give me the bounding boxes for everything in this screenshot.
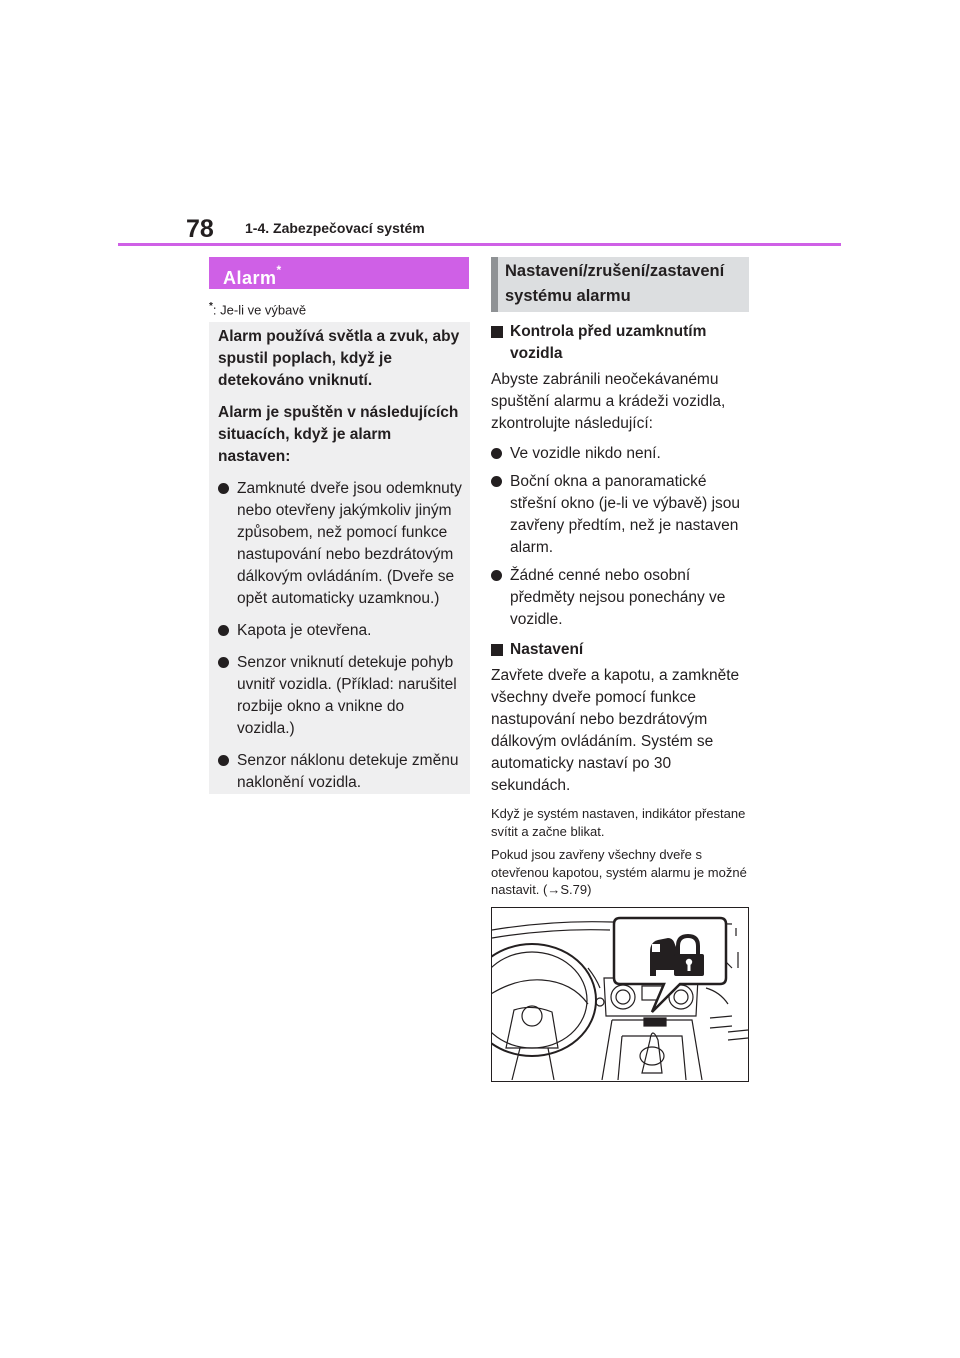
car-lock-icon xyxy=(650,936,704,976)
list-item-text: Senzor náklonu detekuje změnu naklonění vozidla. xyxy=(237,752,459,791)
alarm-info-box xyxy=(209,322,470,794)
bullet-icon xyxy=(491,448,502,459)
list-item xyxy=(491,565,751,631)
list-item-text: Žádné cenné nebo osobní předměty nejsou ponechány ve vozidle. xyxy=(510,567,726,628)
list-item-text: Kapota je otevřena. xyxy=(237,622,372,639)
note-indicator: Když je systém nastaven, indikátor přestane svítit a začne blikat. xyxy=(491,806,746,839)
subheading-setting-text: Nastavení xyxy=(510,641,584,658)
setting-body: Zavřete dveře a kapotu, a zamkněte všechny dveře pomocí funkce nastupování nebo bezdrátovým dálkovým ovládáním. Systém se automaticky nastaví po 30 sekundách. xyxy=(491,667,740,794)
square-bullet-icon xyxy=(491,326,503,338)
alarm-heading-text: Alarm xyxy=(223,268,277,288)
list-item-text: Zamknuté dveře jsou odemknuty nebo otevřeny jakýmkoliv jiným způsobem, než pomocí funkce nastupování nebo bezdrátovým dálkovým ovládáním. (Dveře se opět automaticky uzamknou.) xyxy=(237,480,462,607)
alarm-trigger-intro: Alarm je spuštěn v následujících situacích, když je alarm nastaven: xyxy=(218,404,459,465)
check-intro: Abyste zabránili neočekávanému spuštění alarmu a krádeži vozidla, zkontrolujte následující: xyxy=(491,371,726,432)
list-item-text: Senzor vniknutí detekuje pohyb uvnitř vozidla. (Příklad: narušitel rozbije okno a vnikne do vozidla.) xyxy=(237,654,457,737)
alarm-intro: Alarm používá světla a zvuk, aby spustil poplach, když je detekováno vniknutí. xyxy=(218,328,460,389)
subheading-check xyxy=(491,321,751,365)
check-list xyxy=(491,443,751,631)
list-item xyxy=(218,652,462,740)
alarm-settings-heading: Nastavení/zrušení/zastavení systému alarmu xyxy=(491,257,749,312)
dashboard-drawing xyxy=(492,908,748,1080)
section-title: 1-4. Zabezpečovací systém xyxy=(245,220,425,236)
bullet-icon xyxy=(491,570,502,581)
list-item-text: Ve vozidle nikdo není. xyxy=(510,445,661,462)
subheading-check-text: Kontrola před uzamknutím vozidla xyxy=(510,323,707,362)
alarm-heading xyxy=(209,257,469,289)
footnote-text: : Je-li ve výbavě xyxy=(212,302,307,318)
bullet-icon xyxy=(218,483,229,494)
list-item-text: Boční okna a panoramatické střešní okno (je-li ve výbavě) jsou zavřeny předtím, než je nastaven alarm. xyxy=(510,473,741,556)
page-number: 78 xyxy=(186,215,214,243)
footnote-mark: * xyxy=(209,301,213,312)
bullet-icon xyxy=(218,657,229,668)
list-item xyxy=(218,620,462,642)
note-hood: Pokud jsou zavřeny všechny dveře s otevřenou kapotou, systém alarmu je možné nastavit. (→S.79) xyxy=(491,847,747,897)
list-item xyxy=(218,478,462,610)
footnote xyxy=(209,299,306,318)
list-item xyxy=(491,443,751,465)
bullet-icon xyxy=(491,476,502,487)
dashboard-illustration xyxy=(491,907,749,1082)
alarm-trigger-list xyxy=(218,478,462,794)
square-bullet-icon xyxy=(491,644,503,656)
list-item xyxy=(218,750,462,794)
list-item xyxy=(491,471,751,559)
header-rule xyxy=(118,243,841,246)
bullet-icon xyxy=(218,625,229,636)
right-column xyxy=(491,321,751,905)
alarm-heading-mark: * xyxy=(276,263,282,277)
subheading-setting xyxy=(491,639,751,661)
bullet-icon xyxy=(218,755,229,766)
